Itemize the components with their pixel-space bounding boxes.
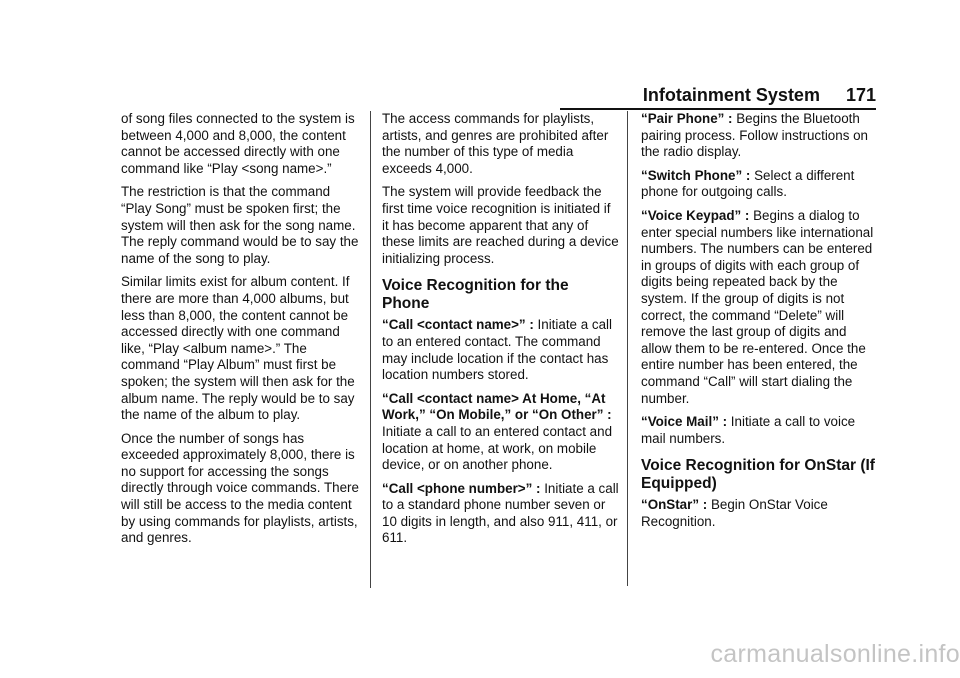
command-term: “Call <phone number>” : [382, 480, 541, 496]
command-desc: Initiate a call to an entered contact. The command may include location if the contact has location numbers stored. [382, 317, 612, 383]
section-heading-phone: Voice Recognition for the Phone [382, 277, 569, 313]
command-term: “Pair Phone” : [641, 111, 733, 126]
column-1 [121, 111, 359, 554]
page-header [560, 80, 876, 110]
column-2 [382, 111, 620, 554]
command-desc: Initiate a call to a standard phone number seven or 10 digits in length, and also 911, 411, or 611. [382, 480, 619, 546]
column-divider-1 [370, 111, 371, 588]
command-term: “Call <contact name>” : [382, 317, 534, 333]
command-item [641, 497, 879, 530]
command-term: “Voice Mail” : [641, 414, 728, 430]
command-desc: Begin OnStar Voice Recognition. [641, 497, 828, 529]
paragraph: The system will provide feedback the first time voice recognition is initiated if it has become apparent that any of these limits are reached during a device initializing process. [382, 184, 619, 266]
paragraph: Once the number of songs has exceeded approximately 8,000, there is no support for accessing the songs directly through voice commands. There will still be access to the media content by using commands for playlists, artists, and genres. [121, 430, 359, 546]
page-number: 171 [845, 85, 876, 105]
section-title: Infotainment System [642, 85, 820, 105]
command-item [641, 111, 879, 161]
paragraph: Similar limits exist for album content. If there are more than 4,000 albums, but less than 8,000, the content cannot be accessed directly with one command like, “Play <album name>.” The command “Play Album” must first be spoken; the system will then ask for the album name. The reply would be to say the name of the album to play. [121, 274, 355, 423]
command-term: “OnStar” : [641, 497, 708, 513]
command-desc: Initiate a call to an entered contact and location at home, at work, on mobile device, or on another phone. [382, 423, 613, 473]
command-term: “Switch Phone” : [641, 167, 751, 183]
command-term: “Voice Keypad” : [641, 207, 750, 223]
command-item [382, 317, 620, 383]
command-item [641, 208, 879, 407]
watermark: carmanualsonline.info [710, 640, 960, 668]
column-3 [641, 111, 879, 537]
paragraph: The access commands for playlists, artists, and genres are prohibited after the number of this type of media exceeds 4,000. [382, 111, 609, 176]
command-item [382, 481, 620, 547]
command-item [641, 414, 879, 447]
command-item [382, 391, 620, 474]
command-desc: Begins a dialog to enter special numbers like international numbers. The numbers can be entered in groups of digits with each group of digits being repeated back by the system. If the group of digits is not correct, the command “Delete” will remove the last group of digits and allow them to be re-entered. Once the entire number has been entered, the command “Call” will start dialing the number. [641, 207, 874, 406]
paragraph: The restriction is that the command “Play Song” must be spoken first; the system will then ask for the song name. The reply command would be to say the name of the song to play. [121, 184, 359, 266]
command-term: “Call <contact name> At Home, “At Work,” “On Mobile,” or “On Other” : [382, 390, 612, 423]
column-divider-2 [627, 111, 628, 586]
paragraph: of song files connected to the system is between 4,000 and 8,000, the content cannot be accessed directly with one command like “Play <song name>.” [121, 111, 355, 176]
command-desc: Initiate a call to voice mail numbers. [641, 414, 856, 446]
command-desc: Select a different phone for outgoing calls. [641, 167, 855, 200]
command-desc: Begins the Bluetooth pairing process. Follow instructions on the radio display. [641, 111, 869, 160]
section-heading-onstar: Voice Recognition for OnStar (If Equipped) [641, 457, 875, 493]
command-item [641, 168, 879, 201]
